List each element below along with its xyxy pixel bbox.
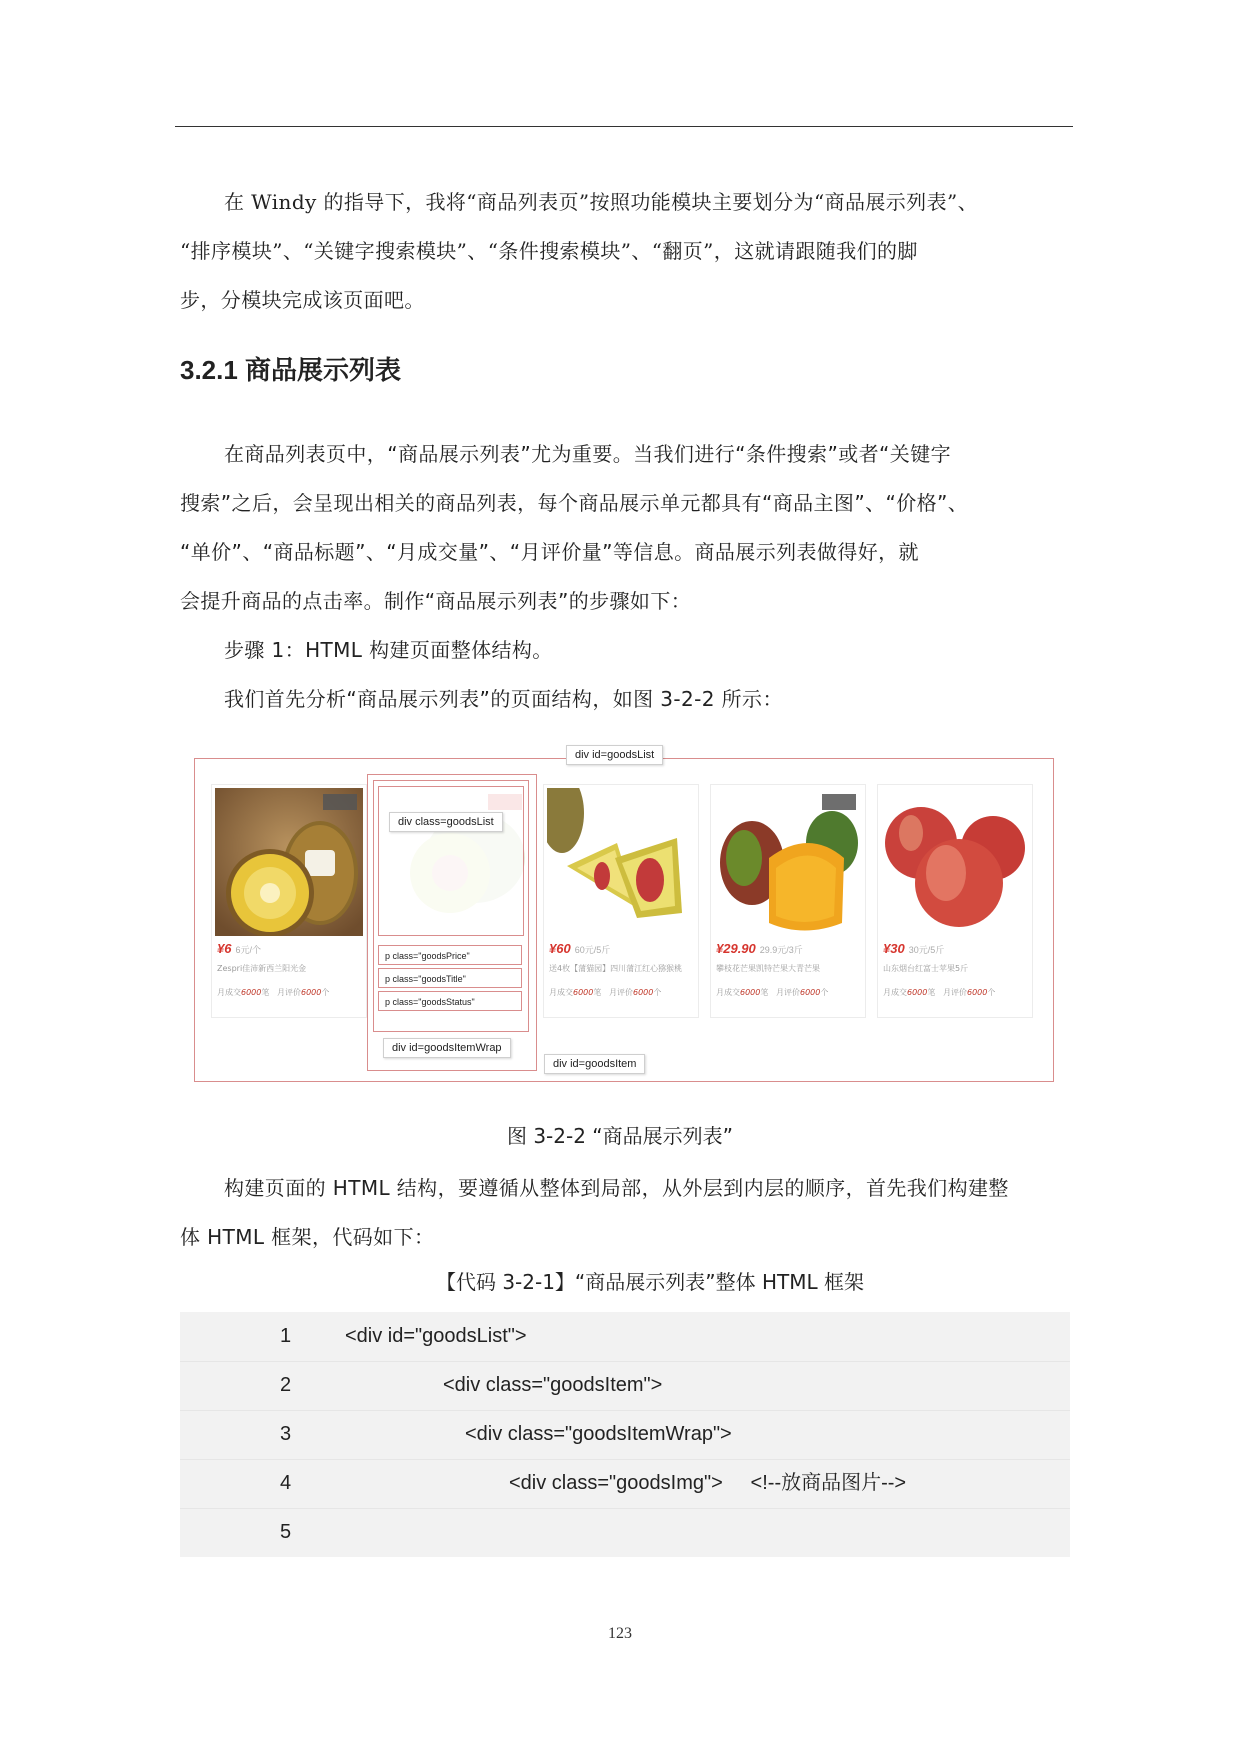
body-line: 在商品列表页中，“商品展示列表”尤为重要。当我们进行“条件搜索”或者“关键字: [224, 442, 952, 466]
after-line: 体 HTML 框架，代码如下：: [180, 1225, 435, 1249]
sales-label: 月成交: [883, 988, 907, 997]
code-text: <div class="goodsImg"> <!--放商品图片-->: [509, 1472, 907, 1494]
badge: [323, 794, 357, 810]
body-line: 会提升商品的点击率。制作“商品展示列表”的步骤如下：: [180, 589, 692, 613]
goods-card: [714, 788, 862, 1013]
code-title: 【代码 3-2-1】“商品展示列表”整体 HTML 框架: [435, 1270, 865, 1294]
sales-value: 6000: [907, 988, 928, 997]
code-text: <div id="goodsList">: [345, 1325, 527, 1347]
goods-status-outline: p class="goodsStatus": [378, 991, 522, 1011]
unit-price: 6元/个: [235, 945, 261, 955]
sales-unit: 笔: [760, 988, 769, 997]
reviews-unit: 个: [987, 988, 996, 997]
unit-price: 60元/5斤: [574, 945, 611, 955]
goods-card: [215, 788, 363, 1013]
goods-status: [716, 987, 828, 998]
intro-line: “排序模块”、“关键字搜索模块”、“条件搜索模块”、“翻页”，这就请跟随我们的脚: [180, 239, 918, 263]
reviews-label: 月评价: [609, 988, 633, 997]
body-paragraph: [180, 430, 1070, 724]
price-value: ¥29.90: [716, 941, 756, 956]
goods-title-outline: p class="goodsTitle": [378, 968, 522, 988]
body-line: 搜索”之后，会呈现出相关的商品列表，每个商品展示单元都具有“商品主图”、“价格”、: [180, 491, 969, 515]
sales-unit: 笔: [927, 988, 936, 997]
code-text: <div class="goodsItemWrap">: [465, 1423, 732, 1445]
goods-status: [549, 987, 661, 998]
label-goods-item: div id=goodsItem: [544, 1054, 645, 1074]
goods-price: [217, 940, 261, 958]
reviews-value: 6000: [800, 988, 821, 997]
sales-unit: 笔: [593, 988, 602, 997]
goods-title: 送4枚【蒲猫园】四川蒲江红心猕猴桃: [549, 964, 683, 973]
intro-line: 步，分模块完成该页面吧。: [180, 288, 425, 312]
sales-value: 6000: [573, 988, 594, 997]
goods-img-outline: [378, 786, 524, 936]
reviews-unit: 个: [321, 988, 330, 997]
product-image-apple: [881, 788, 1029, 936]
step-line: 步骤 1：HTML 构建页面整体结构。: [224, 638, 553, 662]
sales-label: 月成交: [549, 988, 573, 997]
body-line: “单价”、“商品标题”、“月成交量”、“月评价量”等信息。商品展示列表做得好，就: [180, 540, 919, 564]
code-line: [180, 1410, 1070, 1460]
reviews-unit: 个: [653, 988, 662, 997]
code-text: <div class="goodsItem">: [443, 1374, 663, 1396]
reviews-value: 6000: [301, 988, 322, 997]
reviews-label: 月评价: [943, 988, 967, 997]
code-block: [180, 1312, 1070, 1557]
figure-goods-list: [193, 740, 1053, 1085]
after-paragraph: [180, 1164, 1070, 1262]
code-line: [180, 1459, 1070, 1509]
reviews-value: 6000: [633, 988, 654, 997]
code-line: [180, 1312, 1070, 1362]
goods-price: [883, 940, 944, 958]
reviews-label: 月评价: [776, 988, 800, 997]
reviews-value: 6000: [967, 988, 988, 997]
label-goods-list: div id=goodsList: [566, 745, 663, 765]
goods-price: [549, 940, 610, 958]
code-line: [180, 1361, 1070, 1411]
line-number: 2: [280, 1374, 292, 1396]
analysis-line: 我们首先分析“商品展示列表”的页面结构，如图 3-2-2 所示：: [224, 687, 783, 711]
intro-line: 在 Windy 的指导下，我将“商品列表页”按照功能模块主要划分为“商品展示列表”、: [224, 190, 978, 214]
figure-caption: 图 3-2-2 “商品展示列表”: [506, 1124, 734, 1148]
goods-price-outline: p class="goodsPrice": [378, 945, 522, 965]
line-number: 1: [280, 1325, 292, 1347]
product-image-kiwi-gold: [215, 788, 363, 936]
label-goods-item-wrap: div id=goodsItemWrap: [383, 1038, 511, 1058]
goods-title: Zespri佳沛新西兰阳光金: [217, 964, 307, 973]
sales-value: 6000: [241, 988, 262, 997]
header-rule: [175, 126, 1073, 127]
intro-paragraph: [180, 178, 1070, 325]
product-image-mango: [714, 788, 862, 936]
price-value: ¥60: [549, 941, 571, 956]
sales-value: 6000: [740, 988, 761, 997]
goods-status: [883, 987, 995, 998]
reviews-unit: 个: [820, 988, 829, 997]
unit-price: 30元/5斤: [908, 945, 945, 955]
label-goods-list-class: div class=goodsList: [389, 812, 503, 832]
section-heading: 3.2.1 商品展示列表: [180, 355, 402, 385]
line-number: 3: [280, 1423, 292, 1445]
product-image-kiwi-red: [547, 788, 695, 936]
code-line: [180, 1508, 1070, 1557]
sales-unit: 笔: [261, 988, 270, 997]
goods-price: [716, 940, 803, 958]
price-value: ¥6: [217, 941, 232, 956]
unit-price: 29.9元/3斤: [759, 945, 803, 955]
goods-status: [217, 987, 329, 998]
page-number: 123: [608, 1625, 632, 1642]
sales-label: 月成交: [716, 988, 740, 997]
line-number: 4: [280, 1472, 292, 1494]
goods-card: [547, 788, 695, 1013]
line-number: 5: [280, 1521, 292, 1543]
badge: [822, 794, 856, 810]
sales-label: 月成交: [217, 988, 241, 997]
goods-title: 攀枝花芒果凯特芒果大青芒果: [716, 964, 820, 973]
goods-title: 山东烟台红富士苹果5斤: [883, 964, 969, 973]
goods-card: [881, 788, 1029, 1013]
after-line: 构建页面的 HTML 结构，要遵循从整体到局部，从外层到内层的顺序，首先我们构建整: [224, 1176, 1009, 1200]
price-value: ¥30: [883, 941, 905, 956]
reviews-label: 月评价: [277, 988, 301, 997]
